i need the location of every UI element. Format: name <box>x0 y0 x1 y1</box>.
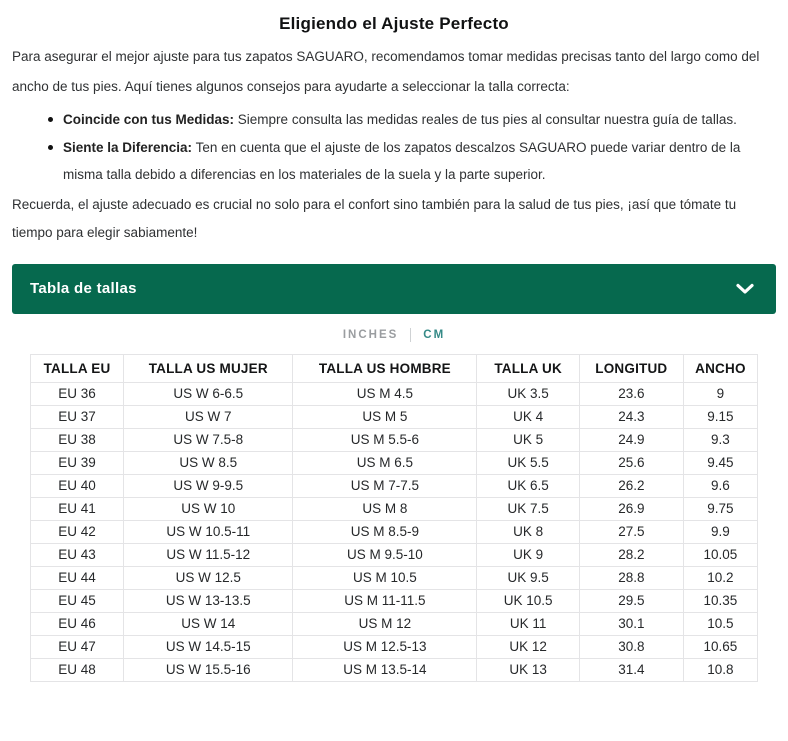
unit-option-inches[interactable]: INCHES <box>342 328 399 341</box>
table-cell: US W 7 <box>124 405 293 428</box>
table-cell: UK 9 <box>477 543 580 566</box>
table-cell: UK 4 <box>477 405 580 428</box>
table-cell: 9.6 <box>683 474 757 497</box>
table-cell: EU 40 <box>31 474 124 497</box>
table-row <box>31 497 758 520</box>
list-item <box>48 106 776 134</box>
table-cell: US M 7-7.5 <box>293 474 477 497</box>
table-cell: US M 5.5-6 <box>293 428 477 451</box>
table-cell: US M 6.5 <box>293 451 477 474</box>
table-cell: 9 <box>683 382 757 405</box>
table-cell: 31.4 <box>579 658 683 681</box>
table-cell: 26.2 <box>579 474 683 497</box>
table-row <box>31 635 758 658</box>
table-cell: 28.8 <box>579 566 683 589</box>
table-cell: EU 48 <box>31 658 124 681</box>
table-cell: EU 42 <box>31 520 124 543</box>
table-cell: US W 13-13.5 <box>124 589 293 612</box>
unit-option-cm[interactable]: CM <box>423 328 446 341</box>
tip-lead: Coincide con tus Medidas: <box>63 112 235 127</box>
table-cell: EU 46 <box>31 612 124 635</box>
table-cell: 10.05 <box>683 543 757 566</box>
table-cell: 30.8 <box>579 635 683 658</box>
table-cell: 27.5 <box>579 520 683 543</box>
column-header: ANCHO <box>683 354 757 382</box>
table-cell: US W 15.5-16 <box>124 658 293 681</box>
table-cell: 28.2 <box>579 543 683 566</box>
table-cell: US M 9.5-10 <box>293 543 477 566</box>
table-cell: 10.2 <box>683 566 757 589</box>
table-cell: EU 44 <box>31 566 124 589</box>
tip-text: Ten en cuenta que el ajuste de los zapatos descalzos SAGUARO puede variar dentro de la misma talla debido a diferencias en los materiales de la suela y la parte superior. <box>63 139 741 182</box>
table-cell: 24.3 <box>579 405 683 428</box>
table-row <box>31 658 758 681</box>
size-chart-accordion-header[interactable] <box>12 264 776 314</box>
table-cell: EU 45 <box>31 589 124 612</box>
size-chart-table <box>30 354 758 682</box>
table-cell: US M 10.5 <box>293 566 477 589</box>
table-cell: EU 47 <box>31 635 124 658</box>
table-cell: US W 14 <box>124 612 293 635</box>
table-cell: 9.45 <box>683 451 757 474</box>
table-cell: US M 11-11.5 <box>293 589 477 612</box>
table-row <box>31 405 758 428</box>
table-cell: 24.9 <box>579 428 683 451</box>
table-cell: 9.75 <box>683 497 757 520</box>
table-row <box>31 474 758 497</box>
table-row <box>31 382 758 405</box>
page-title: Eligiendo el Ajuste Perfecto <box>279 14 509 33</box>
tips-list <box>12 106 776 189</box>
column-header: TALLA UK <box>477 354 580 382</box>
table-cell: US W 6-6.5 <box>124 382 293 405</box>
size-guide-page <box>0 14 788 682</box>
table-cell: 9.15 <box>683 405 757 428</box>
table-cell: 10.35 <box>683 589 757 612</box>
table-cell: UK 13 <box>477 658 580 681</box>
table-cell: US M 13.5-14 <box>293 658 477 681</box>
table-cell: UK 3.5 <box>477 382 580 405</box>
intro-paragraph: Para asegurar el mejor ajuste para tus zapatos SAGUARO, recomendamos tomar medidas precisas tanto del largo como del ancho de tus pies. Aquí tienes algunos consejos para ayudarte a seleccionar la talla correcta: <box>12 49 760 94</box>
column-header: TALLA US HOMBRE <box>293 354 477 382</box>
table-cell: US W 10 <box>124 497 293 520</box>
table-cell: EU 36 <box>31 382 124 405</box>
table-cell: 26.9 <box>579 497 683 520</box>
table-cell: US M 4.5 <box>293 382 477 405</box>
tip-text: Siempre consulta las medidas reales de tus pies al consultar nuestra guía de tallas. <box>237 112 737 127</box>
column-header: LONGITUD <box>579 354 683 382</box>
list-item <box>48 134 776 189</box>
table-cell: US W 8.5 <box>124 451 293 474</box>
column-header: TALLA EU <box>31 354 124 382</box>
column-header: TALLA US MUJER <box>124 354 293 382</box>
table-cell: UK 5 <box>477 428 580 451</box>
table-row <box>31 612 758 635</box>
table-cell: US M 8 <box>293 497 477 520</box>
table-cell: UK 11 <box>477 612 580 635</box>
table-row <box>31 543 758 566</box>
toggle-divider <box>410 328 411 342</box>
table-cell: US M 5 <box>293 405 477 428</box>
table-cell: EU 37 <box>31 405 124 428</box>
table-cell: 9.3 <box>683 428 757 451</box>
table-cell: 9.9 <box>683 520 757 543</box>
table-body <box>31 382 758 681</box>
table-cell: US W 9-9.5 <box>124 474 293 497</box>
table-cell: EU 41 <box>31 497 124 520</box>
tip-lead: Siente la Diferencia: <box>63 139 193 155</box>
bullet-icon <box>48 117 53 122</box>
table-cell: US M 12.5-13 <box>293 635 477 658</box>
table-cell: US M 8.5-9 <box>293 520 477 543</box>
table-cell: 10.65 <box>683 635 757 658</box>
outro-paragraph: Recuerda, el ajuste adecuado es crucial no solo para el confort sino también para la salud de tus pies, ¡así que tómate tu tiempo para elegir sabiamente! <box>12 196 737 240</box>
table-cell: 30.1 <box>579 612 683 635</box>
table-cell: US W 7.5-8 <box>124 428 293 451</box>
table-header-row <box>31 354 758 382</box>
table-cell: 10.8 <box>683 658 757 681</box>
table-cell: 23.6 <box>579 382 683 405</box>
table-header <box>31 354 758 382</box>
table-row <box>31 451 758 474</box>
table-cell: UK 12 <box>477 635 580 658</box>
table-row <box>31 566 758 589</box>
table-cell: UK 9.5 <box>477 566 580 589</box>
table-row <box>31 520 758 543</box>
table-cell: 10.5 <box>683 612 757 635</box>
table-cell: EU 39 <box>31 451 124 474</box>
table-cell: UK 8 <box>477 520 580 543</box>
table-cell: US W 10.5-11 <box>124 520 293 543</box>
chevron-down-icon[interactable] <box>736 283 754 295</box>
table-cell: US W 11.5-12 <box>124 543 293 566</box>
table-cell: US W 12.5 <box>124 566 293 589</box>
bullet-icon <box>48 145 53 150</box>
accordion-label: Tabla de tallas <box>30 280 137 297</box>
table-cell: EU 38 <box>31 428 124 451</box>
table-row <box>31 589 758 612</box>
table-cell: 29.5 <box>579 589 683 612</box>
table-cell: UK 7.5 <box>477 497 580 520</box>
table-cell: EU 43 <box>31 543 124 566</box>
table-cell: US M 12 <box>293 612 477 635</box>
table-cell: UK 5.5 <box>477 451 580 474</box>
table-cell: 25.6 <box>579 451 683 474</box>
table-cell: US W 14.5-15 <box>124 635 293 658</box>
table-cell: UK 10.5 <box>477 589 580 612</box>
table-cell: UK 6.5 <box>477 474 580 497</box>
unit-toggle <box>12 328 776 342</box>
table-row <box>31 428 758 451</box>
